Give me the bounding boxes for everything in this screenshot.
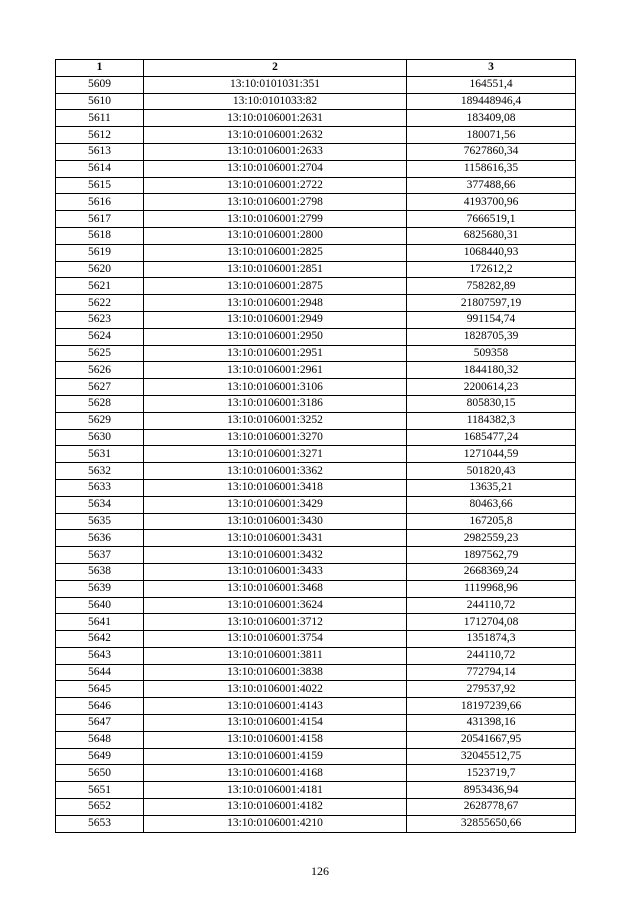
cadastral-number-cell: 13:10:0106001:2825: [144, 244, 407, 261]
value-cell: 164551,4: [407, 76, 576, 93]
table-row: [56, 446, 576, 463]
cadastral-number-cell: 13:10:0106001:3271: [144, 446, 407, 463]
cadastral-number-cell: 13:10:0106001:2722: [144, 177, 407, 194]
table-row: [56, 547, 576, 564]
row-number-cell: 5639: [56, 580, 144, 597]
cadastral-number-cell: 13:10:0106001:3186: [144, 395, 407, 412]
value-cell: 1844180,32: [407, 362, 576, 379]
row-number-cell: 5611: [56, 110, 144, 127]
value-cell: 7627860,34: [407, 143, 576, 160]
value-cell: 501820,43: [407, 463, 576, 480]
table-row: [56, 647, 576, 664]
value-cell: 244110,72: [407, 597, 576, 614]
column-header-3: 3: [407, 60, 576, 77]
value-cell: 1271044,59: [407, 446, 576, 463]
row-number-cell: 5650: [56, 765, 144, 782]
cadastral-number-cell: 13:10:0106001:2798: [144, 194, 407, 211]
table-row: [56, 479, 576, 496]
value-cell: 991154,74: [407, 311, 576, 328]
table-row: [56, 429, 576, 446]
row-number-cell: 5636: [56, 530, 144, 547]
cadastral-number-cell: 13:10:0106001:4158: [144, 731, 407, 748]
cadastral-number-cell: 13:10:0106001:2799: [144, 211, 407, 228]
cadastral-number-cell: 13:10:0106001:2948: [144, 295, 407, 312]
table-header: [56, 60, 576, 77]
cadastral-number-cell: 13:10:0106001:3252: [144, 412, 407, 429]
cadastral-number-cell: 13:10:0106001:2949: [144, 311, 407, 328]
table-row: [56, 513, 576, 530]
value-cell: 4193700,96: [407, 194, 576, 211]
cadastral-number-cell: 13:10:0106001:2875: [144, 278, 407, 295]
value-cell: 167205,8: [407, 513, 576, 530]
value-cell: 772794,14: [407, 664, 576, 681]
row-number-cell: 5640: [56, 597, 144, 614]
row-number-cell: 5622: [56, 295, 144, 312]
row-number-cell: 5649: [56, 748, 144, 765]
table-row: [56, 127, 576, 144]
row-number-cell: 5626: [56, 362, 144, 379]
value-cell: 1184382,3: [407, 412, 576, 429]
value-cell: 1523719,7: [407, 765, 576, 782]
row-number-cell: 5631: [56, 446, 144, 463]
table-row: [56, 227, 576, 244]
table-row: [56, 799, 576, 816]
cadastral-number-cell: 13:10:0106001:3362: [144, 463, 407, 480]
table-row: [56, 76, 576, 93]
row-number-cell: 5619: [56, 244, 144, 261]
row-number-cell: 5624: [56, 328, 144, 345]
table-body: [56, 76, 576, 832]
row-number-cell: 5613: [56, 143, 144, 160]
row-number-cell: 5641: [56, 614, 144, 631]
table-row: [56, 395, 576, 412]
data-table: [55, 59, 576, 833]
value-cell: 6825680,31: [407, 227, 576, 244]
cadastral-number-cell: 13:10:0106001:4154: [144, 715, 407, 732]
value-cell: 805830,15: [407, 395, 576, 412]
table-row: [56, 244, 576, 261]
value-cell: 18197239,66: [407, 698, 576, 715]
header-row: [56, 60, 576, 77]
row-number-cell: 5644: [56, 664, 144, 681]
row-number-cell: 5614: [56, 160, 144, 177]
row-number-cell: 5653: [56, 815, 144, 832]
cadastral-number-cell: 13:10:0106001:3431: [144, 530, 407, 547]
table-row: [56, 765, 576, 782]
table-row: [56, 261, 576, 278]
table-row: [56, 311, 576, 328]
cadastral-number-cell: 13:10:0106001:3106: [144, 379, 407, 396]
cadastral-number-cell: 13:10:0106001:3432: [144, 547, 407, 564]
table-row: [56, 664, 576, 681]
row-number-cell: 5642: [56, 631, 144, 648]
row-number-cell: 5618: [56, 227, 144, 244]
row-number-cell: 5632: [56, 463, 144, 480]
value-cell: 2628778,67: [407, 799, 576, 816]
row-number-cell: 5652: [56, 799, 144, 816]
row-number-cell: 5621: [56, 278, 144, 295]
table-row: [56, 681, 576, 698]
table-row: [56, 597, 576, 614]
table-row: [56, 143, 576, 160]
table-row: [56, 782, 576, 799]
table-row: [56, 614, 576, 631]
value-cell: 1712704,08: [407, 614, 576, 631]
table-row: [56, 93, 576, 110]
value-cell: 279537,92: [407, 681, 576, 698]
row-number-cell: 5648: [56, 731, 144, 748]
cadastral-number-cell: 13:10:0106001:3418: [144, 479, 407, 496]
row-number-cell: 5638: [56, 563, 144, 580]
cadastral-number-cell: 13:10:0106001:4182: [144, 799, 407, 816]
column-header-2: 2: [144, 60, 407, 77]
cadastral-number-cell: 13:10:0106001:3429: [144, 496, 407, 513]
cadastral-number-cell: 13:10:0106001:3270: [144, 429, 407, 446]
cadastral-number-cell: 13:10:0101031:351: [144, 76, 407, 93]
cadastral-number-cell: 13:10:0106001:4159: [144, 748, 407, 765]
table-row: [56, 160, 576, 177]
row-number-cell: 5628: [56, 395, 144, 412]
table-row: [56, 362, 576, 379]
value-cell: 1119968,96: [407, 580, 576, 597]
value-cell: 1351874,3: [407, 631, 576, 648]
value-cell: 80463,66: [407, 496, 576, 513]
value-cell: 32045512,75: [407, 748, 576, 765]
cadastral-number-cell: 13:10:0106001:2631: [144, 110, 407, 127]
cadastral-number-cell: 13:10:0106001:2632: [144, 127, 407, 144]
value-cell: 431398,16: [407, 715, 576, 732]
row-number-cell: 5620: [56, 261, 144, 278]
cadastral-number-cell: 13:10:0106001:4022: [144, 681, 407, 698]
row-number-cell: 5651: [56, 782, 144, 799]
value-cell: 13635,21: [407, 479, 576, 496]
row-number-cell: 5634: [56, 496, 144, 513]
value-cell: 21807597,19: [407, 295, 576, 312]
value-cell: 1685477,24: [407, 429, 576, 446]
value-cell: 1068440,93: [407, 244, 576, 261]
value-cell: 2668369,24: [407, 563, 576, 580]
table-row: [56, 698, 576, 715]
cadastral-number-cell: 13:10:0106001:2961: [144, 362, 407, 379]
value-cell: 758282,89: [407, 278, 576, 295]
cadastral-number-cell: 13:10:0106001:3712: [144, 614, 407, 631]
table-row: [56, 379, 576, 396]
table-row: [56, 295, 576, 312]
row-number-cell: 5623: [56, 311, 144, 328]
row-number-cell: 5615: [56, 177, 144, 194]
row-number-cell: 5643: [56, 647, 144, 664]
column-header-1: 1: [56, 60, 144, 77]
cadastral-number-cell: 13:10:0106001:4181: [144, 782, 407, 799]
cadastral-number-cell: 13:10:0106001:2950: [144, 328, 407, 345]
table-row: [56, 580, 576, 597]
row-number-cell: 5627: [56, 379, 144, 396]
table-row: [56, 463, 576, 480]
value-cell: 377488,66: [407, 177, 576, 194]
row-number-cell: 5646: [56, 698, 144, 715]
row-number-cell: 5612: [56, 127, 144, 144]
value-cell: 244110,72: [407, 647, 576, 664]
value-cell: 189448946,4: [407, 93, 576, 110]
row-number-cell: 5617: [56, 211, 144, 228]
cadastral-number-cell: 13:10:0106001:3754: [144, 631, 407, 648]
cadastral-number-cell: 13:10:0106001:3811: [144, 647, 407, 664]
value-cell: 8953436,94: [407, 782, 576, 799]
value-cell: 183409,08: [407, 110, 576, 127]
row-number-cell: 5616: [56, 194, 144, 211]
table-row: [56, 194, 576, 211]
row-number-cell: 5630: [56, 429, 144, 446]
cadastral-number-cell: 13:10:0106001:2704: [144, 160, 407, 177]
table-row: [56, 496, 576, 513]
row-number-cell: 5610: [56, 93, 144, 110]
value-cell: 1897562,79: [407, 547, 576, 564]
table-row: [56, 278, 576, 295]
table-row: [56, 211, 576, 228]
table-row: [56, 177, 576, 194]
cadastral-number-cell: 13:10:0106001:3468: [144, 580, 407, 597]
cadastral-number-cell: 13:10:0106001:3624: [144, 597, 407, 614]
table-row: [56, 328, 576, 345]
cadastral-number-cell: 13:10:0106001:4168: [144, 765, 407, 782]
table-row: [56, 731, 576, 748]
value-cell: 1158616,35: [407, 160, 576, 177]
row-number-cell: 5629: [56, 412, 144, 429]
cadastral-number-cell: 13:10:0106001:2633: [144, 143, 407, 160]
table-row: [56, 815, 576, 832]
table-row: [56, 530, 576, 547]
cadastral-number-cell: 13:10:0106001:3433: [144, 563, 407, 580]
value-cell: 7666519,1: [407, 211, 576, 228]
row-number-cell: 5609: [56, 76, 144, 93]
table-row: [56, 563, 576, 580]
row-number-cell: 5647: [56, 715, 144, 732]
value-cell: 20541667,95: [407, 731, 576, 748]
value-cell: 1828705,39: [407, 328, 576, 345]
cadastral-number-cell: 13:10:0106001:3838: [144, 664, 407, 681]
cadastral-number-cell: 13:10:0101033:82: [144, 93, 407, 110]
cadastral-number-cell: 13:10:0106001:2951: [144, 345, 407, 362]
value-cell: 509358: [407, 345, 576, 362]
cadastral-number-cell: 13:10:0106001:3430: [144, 513, 407, 530]
table-row: [56, 110, 576, 127]
table-row: [56, 631, 576, 648]
row-number-cell: 5625: [56, 345, 144, 362]
value-cell: 2982559,23: [407, 530, 576, 547]
row-number-cell: 5637: [56, 547, 144, 564]
table-row: [56, 345, 576, 362]
row-number-cell: 5635: [56, 513, 144, 530]
table-row: [56, 412, 576, 429]
value-cell: 172612,2: [407, 261, 576, 278]
table-row: [56, 715, 576, 732]
table-row: [56, 748, 576, 765]
value-cell: 2200614,23: [407, 379, 576, 396]
value-cell: 180071,56: [407, 127, 576, 144]
value-cell: 32855650,66: [407, 815, 576, 832]
cadastral-number-cell: 13:10:0106001:4143: [144, 698, 407, 715]
page-number: 126: [311, 864, 329, 878]
row-number-cell: 5645: [56, 681, 144, 698]
cadastral-number-cell: 13:10:0106001:4210: [144, 815, 407, 832]
cadastral-number-cell: 13:10:0106001:2851: [144, 261, 407, 278]
row-number-cell: 5633: [56, 479, 144, 496]
cadastral-number-cell: 13:10:0106001:2800: [144, 227, 407, 244]
